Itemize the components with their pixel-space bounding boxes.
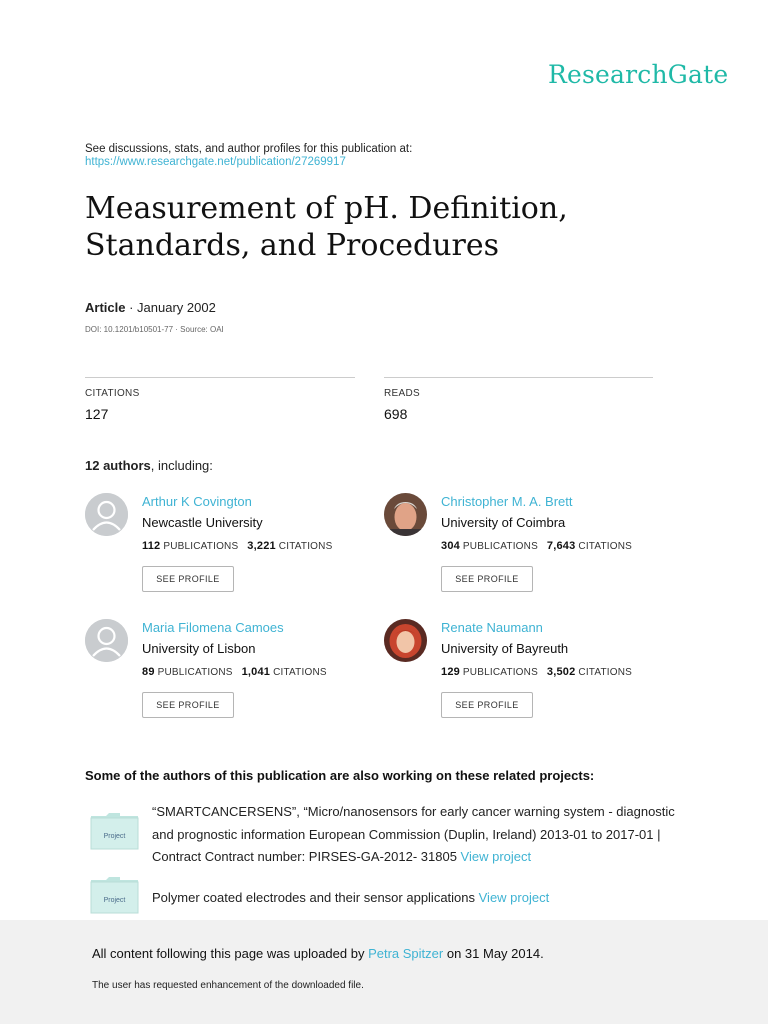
publications-label: PUBLICATIONS xyxy=(459,667,538,678)
default-avatar-icon[interactable] xyxy=(85,493,128,536)
citations-divider xyxy=(85,377,355,378)
author-citations-count: 3,221 xyxy=(247,540,276,552)
author-stats xyxy=(441,666,632,678)
author-name-link[interactable]: Maria Filomena Camoes xyxy=(142,620,284,635)
see-profile-button[interactable]: SEE PROFILE xyxy=(142,566,234,592)
enhancement-note: The user has requested enhancement of the downloaded file. xyxy=(92,980,364,991)
author-citations-count: 7,643 xyxy=(546,540,576,552)
author-stats xyxy=(142,666,327,678)
authors-suffix: , including: xyxy=(150,458,213,473)
publications-label: PUBLICATIONS xyxy=(459,541,538,552)
publication-date: · January 2002 xyxy=(125,300,216,315)
author-citations-label: CITATIONS xyxy=(575,541,633,552)
authors-heading xyxy=(85,458,213,473)
author-institution: Newcastle University xyxy=(142,515,263,530)
author-photo[interactable] xyxy=(384,619,427,662)
author-institution: University of Lisbon xyxy=(142,641,256,656)
title-line-1: Measurement of pH. Definition, xyxy=(85,191,568,226)
author-citations-label: CITATIONS xyxy=(270,667,327,678)
author-stats xyxy=(142,540,332,552)
view-project-link[interactable]: View project xyxy=(460,849,532,864)
view-project-link[interactable]: View project xyxy=(478,890,550,905)
citations-count: 127 xyxy=(85,406,109,422)
publication-url-link[interactable]: https://www.researchgate.net/publication/27269917 xyxy=(85,156,346,168)
publications-label: PUBLICATIONS xyxy=(160,541,239,552)
project-description xyxy=(152,801,712,869)
see-profile-button[interactable]: SEE PROFILE xyxy=(142,692,234,718)
author-citations-count: 3,502 xyxy=(546,666,576,678)
author-institution: University of Coimbra xyxy=(441,515,566,530)
author-citations-label: CITATIONS xyxy=(575,667,633,678)
doi-source: DOI: 10.1201/b10501-77 · Source: OAI xyxy=(85,325,224,334)
project-text-segment: Contract Contract number: PIRSES-GA-2012- 31805 xyxy=(152,849,461,864)
author-name-link[interactable]: Renate Naumann xyxy=(441,620,543,635)
citations-label: CITATIONS xyxy=(85,388,140,399)
project-folder-icon xyxy=(90,876,139,914)
publications-count: 304 xyxy=(441,540,460,552)
publications-count: 129 xyxy=(441,666,460,678)
publication-type: Article xyxy=(85,300,126,315)
see-profile-button[interactable]: SEE PROFILE xyxy=(441,692,533,718)
researchgate-logo[interactable]: ResearchGate xyxy=(548,60,729,89)
reads-label: READS xyxy=(384,388,420,399)
intro-text: See discussions, stats, and author profiles for this publication at: xyxy=(85,143,413,155)
project-text-line xyxy=(152,846,712,869)
publications-label: PUBLICATIONS xyxy=(154,667,233,678)
publications-count: 89 xyxy=(142,666,155,678)
author-institution: University of Bayreuth xyxy=(441,641,569,656)
publications-count: 112 xyxy=(142,540,161,552)
author-photo[interactable] xyxy=(384,493,427,536)
title-line-2: Standards, and Procedures xyxy=(85,228,500,263)
author-citations-count: 1,041 xyxy=(241,666,271,678)
project-icon-label: Project xyxy=(103,833,126,840)
project-description xyxy=(152,887,549,910)
project-icon-label: Project xyxy=(103,897,126,904)
upload-info xyxy=(92,946,544,961)
project-text-line: and prognostic information European Commission (Duplin, Ireland) 2013-01 to 2017-01 | xyxy=(152,826,661,842)
author-citations-label: CITATIONS xyxy=(275,541,333,552)
authors-count: 12 authors xyxy=(85,458,151,473)
publication-meta xyxy=(85,300,216,315)
author-stats xyxy=(441,540,632,552)
reads-divider xyxy=(384,377,653,378)
project-text-line: “SMARTCANCERSENS”, “Micro/nanosensors for early cancer warning system - diagnostic xyxy=(152,804,675,819)
related-projects-heading: Some of the authors of this publication are also working on these related projects: xyxy=(85,768,595,783)
author-name-link[interactable]: Christopher M. A. Brett xyxy=(441,494,573,509)
author-name-link[interactable]: Arthur K Covington xyxy=(142,494,252,509)
uploader-link[interactable]: Petra Spitzer xyxy=(368,946,444,961)
project-folder-icon xyxy=(90,812,139,850)
upload-suffix: on 31 May 2014. xyxy=(443,946,544,961)
upload-prefix: All content following this page was uploaded by xyxy=(92,946,369,961)
publication-title xyxy=(85,190,685,264)
reads-count: 698 xyxy=(384,406,408,422)
see-profile-button[interactable]: SEE PROFILE xyxy=(441,566,533,592)
project-text-segment: Polymer coated electrodes and their sensor applications xyxy=(152,890,479,905)
upload-footer xyxy=(0,920,768,1024)
default-avatar-icon[interactable] xyxy=(85,619,128,662)
